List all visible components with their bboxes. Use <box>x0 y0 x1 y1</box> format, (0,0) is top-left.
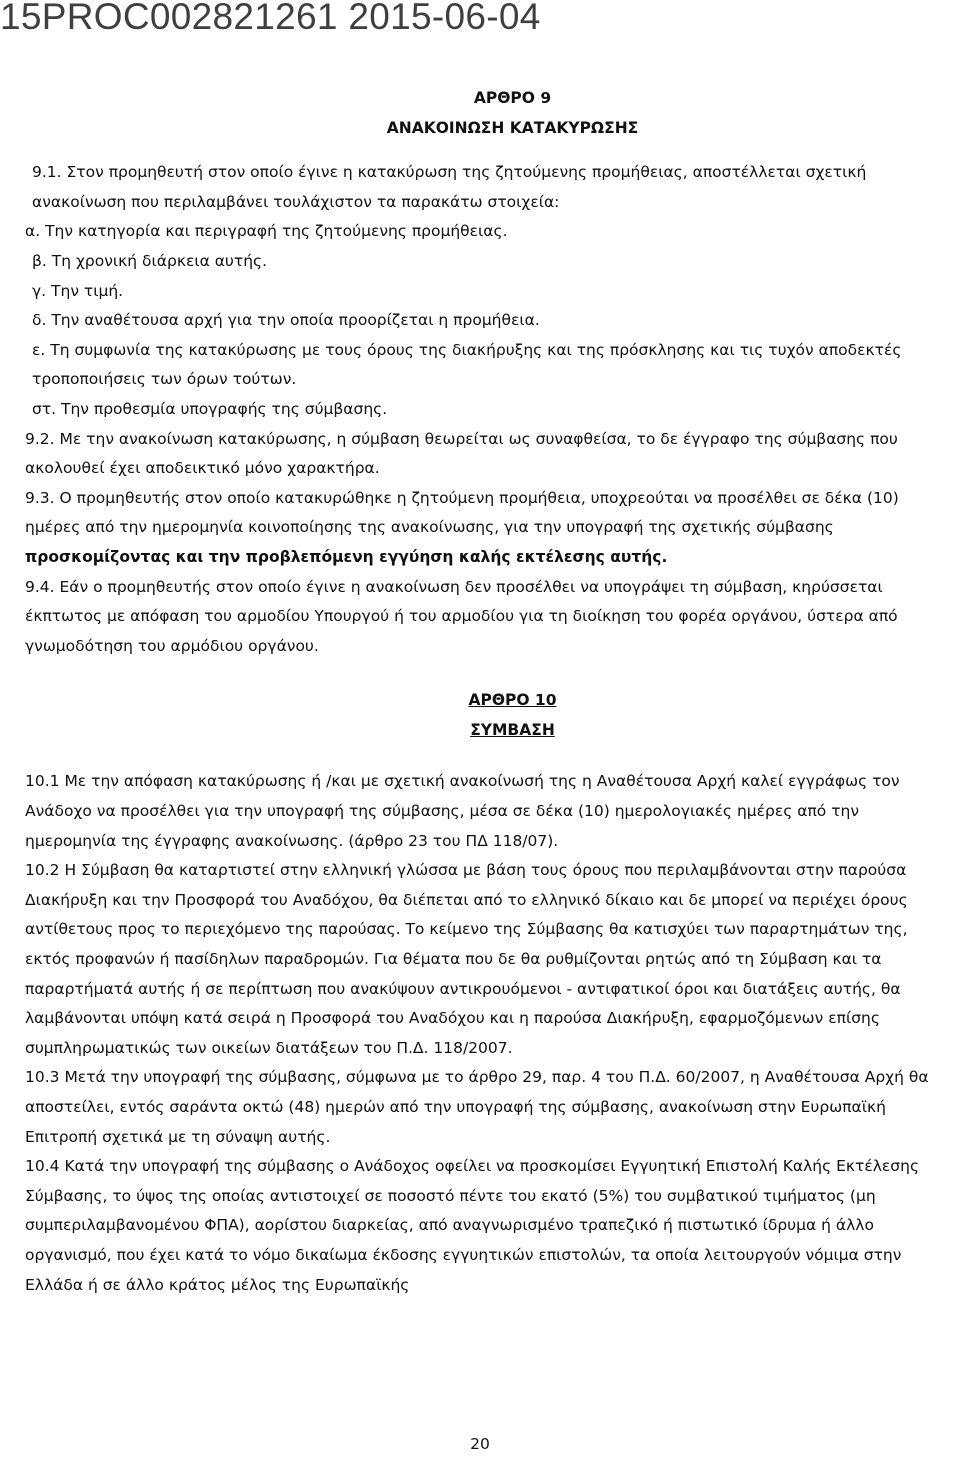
list-item-c: γ. Την τιμή. <box>32 281 124 300</box>
article-10-title-text: ΑΡΘΡΟ 10 <box>468 691 557 710</box>
paragraph-9-1: 9.1. Στον προμηθευτή στον οποίο έγινε η κατακύρωση της ζητούμενης προμήθειας, αποστέλλεται σχετική ανακοίνωση που περιλαμβάνει τουλάχιστον τα παρακάτω στοιχεία: <box>32 163 867 211</box>
paragraph-10-1: 10.1 Με την απόφαση κατακύρωσης ή /και με σχετική ανακοίνωσή της η Αναθέτουσα Αρχή καλεί εγγράφως τον Ανάδοχο να προσέλθει για την υπογραφή της σύμβασης, μέσα σε δέκα (10) ημερολογιακές ημέρες από την ημερομηνία της έγγραφης ανακοίνωσης. (άρθρο 23 του ΠΔ 118/07). <box>25 772 900 850</box>
article-9-title: ΑΡΘΡΟ 9 <box>473 89 552 107</box>
list-item-e: ε. Τη συμφωνία της κατακύρωσης με τους όρους της διακήρυξης και της πρόσκλησης και τις τυχόν αποδεκτές τροποποιήσεις των όρων τούτων. <box>32 340 902 389</box>
paragraph-10-3: 10.3 Μετά την υπογραφή της σύμβασης, σύμφωνα με το άρθρο 29, παρ. 4 του Π.Δ. 60/2007, η Αναθέτουσα Αρχή θα αποστείλει, εντός σαράντα οκτώ (48) ημερών από την υπογραφή της σύμβασης, ανακοίνωση στην Ευρωπαϊκή Επιτροπή σχετικά με τη σύναψη αυτής. <box>25 1068 929 1146</box>
article-10-subtitle-text: ΣΥΜΒΑΣΗ <box>470 720 555 739</box>
document-code: 15PROC002821261 2015-06-04 <box>0 0 541 37</box>
paragraph-9-3-text: 9.3. Ο προμηθευτής στον οποίο κατακυρώθηκε η ζητούμενη προμήθεια, υποχρεούται να προσέλθει σε δέκα (10) ημέρες από την ημερομηνία κοινοποίησης της ανακοίνωσης, για την υπογραφή της σχετικής σύμβασης <box>25 488 899 537</box>
article-10-subtitle <box>25 716 940 746</box>
document-body <box>25 84 940 1300</box>
article-9-header <box>25 84 940 143</box>
article-10-title <box>25 686 940 716</box>
page-number: 20 <box>470 1435 490 1453</box>
article-10-header <box>25 686 940 745</box>
paragraph-9-4: 9.4. Εάν ο προμηθευτής στον οποίο έγινε η ανακοίνωση δεν προσέλθει να υπογράψει τη σύμβαση, κηρύσσεται έκπτωτος με απόφαση του αρμοδίου Υπουργού ή του αρμοδίου για τη διοίκηση του φορέα οργάνου, ύστερα από γνωμοδότηση του αρμόδιου οργάνου. <box>25 577 898 655</box>
paragraph-10-2: 10.2 Η Σύμβαση θα καταρτιστεί στην ελληνική γλώσσα με βάση τους όρους που περιλαμβάνονται στην παρούσα Διακήρυξη και την Προσφορά του Αναδόχου, θα διέπεται από το ελληνικό δίκαιο και δε μπορεί να περιέχει όρους αντίθετους προς το περιεχόμενο της παρούσας. Το κείμενο της Σύμβασης θα κατισχύει των παραρτημάτων της, εκτός προφανών ή πασίδηλων παραδρομών. Για θέματα που δε θα ρυθμίζονται ρητώς από τη Σύμβαση και τα παραρτήματά αυτής ή σε περίπτωση που ανακύψουν αντικρουόμενοι - αντιφατικοί όροι και διατάξεις αυτής, θα λαμβάνονται υπόψη κατά σειρά η Προσφορά του Αναδόχου και η παρούσα Διακήρυξη, εφαρμοζόμενων επίσης συμπληρωματικώς των οικείων διατάξεων του Π.Δ. 118/2007. <box>25 861 908 1057</box>
list-item-b: β. Τη χρονική διάρκεια αυτής. <box>32 251 268 270</box>
article-9-subtitle: ΑΝΑΚΟΙΝΩΣΗ ΚΑΤΑΚΥΡΩΣΗΣ <box>386 118 639 137</box>
list-item-a: α. Την κατηγορία και περιγραφή της ζητούμενης προμήθειας. <box>25 222 508 241</box>
list-item-d: δ. Την αναθέτουσα αρχή για την οποία προορίζεται η προμήθεια. <box>32 311 540 330</box>
paragraph-10-4: 10.4 Κατά την υπογραφή της σύμβασης ο Ανάδοχος οφείλει να προσκομίσει Εγγυητική Επιστολή Καλής Εκτέλεσης Σύμβασης, το ύψος της οποίας αντιστοιχεί σε ποσοστό πέντε του εκατό (5%) του συμβατικού τιμήματος (μη συμπεριλαμβανομένου ΦΠΑ), αορίστου διαρκείας, από αναγνωρισμένο τραπεζικό ή πιστωτικό ίδρυμα ή άλλο οργανισμό, που έχει κατά το νόμο δικαίωμα έκδοσης εγγυητικών επιστολών, τα οποία λειτουργούν νόμιμα στην Ελλάδα ή σε άλλο κράτος μέλος της Ευρωπαϊκής <box>25 1157 920 1294</box>
list-item-st: στ. Την προθεσμία υπογραφής της σύμβασης. <box>32 399 388 418</box>
paragraph-9-3-bold: προσκομίζοντας και την προβλεπόμενη εγγύηση καλής εκτέλεσης αυτής. <box>25 547 668 566</box>
paragraph-9-3 <box>25 484 940 573</box>
paragraph-9-2: 9.2. Με την ανακοίνωση κατακύρωσης, η σύμβαση θεωρείται ως συναφθείσα, το δε έγγραφο της σύμβασης που ακολουθεί έχει αποδεικτικό μόνο χαρακτήρα. <box>25 429 898 478</box>
